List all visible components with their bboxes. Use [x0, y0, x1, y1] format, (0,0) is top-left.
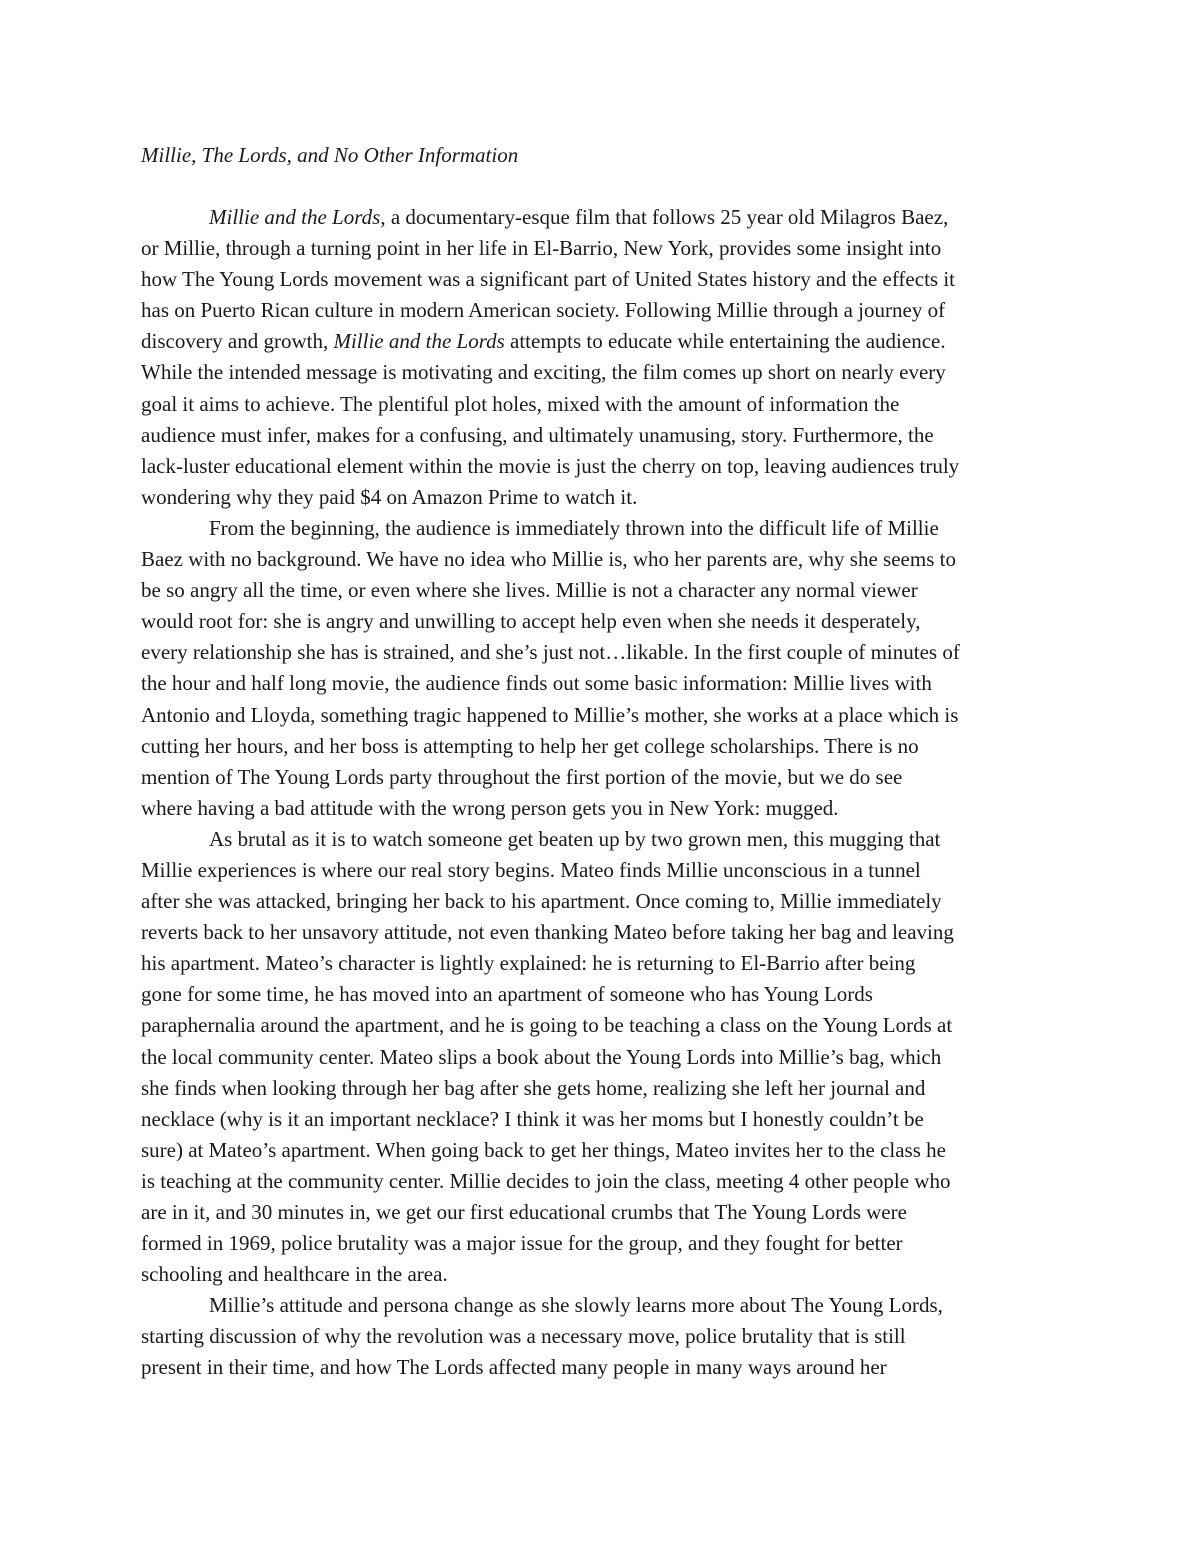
text-line — [141, 762, 1061, 793]
text-segment: , a documentary-esque film that follows 25 year old Milagros Baez, — [380, 205, 949, 229]
text-line — [141, 389, 1061, 420]
text-segment: is teaching at the community center. Millie decides to join the class, meeting 4 other people who — [141, 1168, 951, 1193]
text-segment: Baez with no background. We have no idea who Millie is, who her parents are, why she seems to — [141, 547, 956, 572]
text-line — [141, 668, 1061, 699]
text-segment: cutting her hours, and her boss is attempting to help her get college scholarships. There is no — [141, 733, 919, 758]
text-segment: his apartment. Mateo’s character is lightly explained: he is returning to El-Barrio after being — [141, 951, 916, 976]
text-segment: As brutal as it is to watch someone get beaten up by two grown men, this mugging that — [209, 826, 941, 851]
text-segment: present in their time, and how The Lords affected many people in many ways around her — [141, 1355, 887, 1380]
text-segment: mention of The Young Lords party throughout the first portion of the movie, but we do see — [141, 764, 903, 789]
text-segment: Millie’s attitude and persona change as she slowly learns more about The Young Lords, — [209, 1293, 943, 1318]
text-segment: paraphernalia around the apartment, and he is going to be teaching a class on the Young Lords at — [141, 1013, 953, 1038]
italic-film-title: Millie and the Lords — [333, 329, 505, 354]
document-title: Millie, The Lords, and No Other Information — [141, 143, 519, 167]
text-line — [141, 420, 1061, 451]
text-segment: lack-luster educational element within the movie is just the cherry on top, leaving audiences truly — [141, 453, 960, 478]
text-segment: would root for: she is angry and unwilling to accept help even when she needs it desperately, — [141, 609, 921, 634]
text-line — [141, 233, 1061, 264]
text-segment: the hour and half long movie, the audience finds out some basic information: Millie lives with — [141, 671, 932, 696]
text-line — [141, 855, 1061, 886]
text-segment: reverts back to her unsavory attitude, not even thanking Mateo before taking her bag and leaving — [141, 920, 954, 945]
text-line — [141, 731, 1061, 762]
text-line — [141, 637, 1061, 668]
text-segment: formed in 1969, police brutality was a major issue for the group, and they fought for better — [141, 1231, 903, 1256]
text-segment: the local community center. Mateo slips a book about the Young Lords into Millie’s bag, which — [141, 1044, 942, 1069]
text-line — [141, 202, 1061, 233]
text-line — [141, 1073, 1061, 1104]
text-segment: discovery and growth, — [141, 329, 334, 354]
text-segment: or Millie, through a turning point in her life in El-Barrio, New York, provides some insight into — [141, 236, 942, 261]
text-segment: wondering why they paid $4 on Amazon Prime to watch it. — [141, 484, 638, 509]
text-segment: be so angry all the time, or even where she lives. Millie is not a character any normal viewer — [141, 578, 918, 603]
text-segment: every relationship she has is strained, and she’s just not…likable. In the first couple of minutes of — [141, 640, 960, 665]
text-segment: From the beginning, the audience is immediately thrown into the difficult life of Millie — [209, 515, 939, 540]
text-segment: Millie experiences is where our real story begins. Mateo finds Millie unconscious in a tunnel — [141, 857, 921, 882]
text-segment: gone for some time, he has moved into an apartment of someone who has Young Lords — [141, 982, 873, 1007]
text-line — [141, 793, 1061, 824]
text-segment: after she was attacked, bringing her back to his apartment. Once coming to, Millie immediately — [141, 889, 942, 914]
text-line — [141, 295, 1061, 326]
text-segment: she finds when looking through her bag after she gets home, realizing she left her journal and — [141, 1075, 926, 1100]
text-segment: starting discussion of why the revolution was a necessary move, police brutality that is still — [141, 1324, 906, 1349]
text-line — [141, 1259, 1061, 1290]
text-line — [141, 513, 1061, 544]
text-line — [141, 886, 1061, 917]
text-segment: has on Puerto Rican culture in modern American society. Following Millie through a journey of — [141, 298, 946, 323]
text-line — [141, 1010, 1061, 1041]
text-segment: goal it aims to achieve. The plentiful plot holes, mixed with the amount of information the — [141, 391, 900, 416]
text-segment: While the intended message is motivating and exciting, the film comes up short on nearly every — [141, 360, 946, 385]
text-segment: Antonio and Lloyda, something tragic happened to Millie’s mother, she works at a place which is — [141, 702, 959, 727]
text-segment: schooling and healthcare in the area. — [141, 1262, 448, 1287]
text-line — [141, 451, 1061, 482]
text-segment: are in it, and 30 minutes in, we get our first educational crumbs that The Young Lords were — [141, 1200, 907, 1224]
text-segment: audience must infer, makes for a confusing, and ultimately unamusing, story. Furthermore, the — [141, 422, 934, 447]
text-line — [141, 264, 1061, 295]
text-segment: sure) at Mateo’s apartment. When going back to get her things, Mateo invites her to the class he — [141, 1137, 946, 1162]
text-line — [141, 1321, 1061, 1352]
text-segment: attempts to educate while entertaining the audience. — [504, 329, 946, 354]
text-line — [141, 700, 1061, 731]
text-segment: necklace (why is it an important necklace? I think it was her moms but I honestly couldn’t be — [141, 1106, 924, 1131]
text-line — [141, 948, 1061, 979]
text-line — [141, 357, 1061, 388]
text-line — [141, 326, 1061, 357]
text-line — [141, 979, 1061, 1010]
text-line — [141, 575, 1061, 606]
text-line — [141, 1197, 1061, 1228]
text-line — [141, 1290, 1061, 1321]
text-line — [141, 1042, 1061, 1073]
text-line — [141, 1104, 1061, 1135]
text-line — [141, 1166, 1061, 1197]
document-body — [141, 202, 1061, 1384]
text-line — [141, 606, 1061, 637]
text-line — [141, 544, 1061, 575]
text-line — [141, 1228, 1061, 1259]
text-line — [141, 1135, 1061, 1166]
text-line — [141, 482, 1061, 513]
text-line — [141, 824, 1061, 855]
text-segment: where having a bad attitude with the wrong person gets you in New York: mugged. — [141, 795, 839, 820]
text-line — [141, 917, 1061, 948]
text-segment: how The Young Lords movement was a significant part of United States history and the effects it — [141, 267, 955, 292]
italic-film-title: Millie and the Lords — [209, 205, 381, 229]
text-line — [141, 1352, 1061, 1383]
